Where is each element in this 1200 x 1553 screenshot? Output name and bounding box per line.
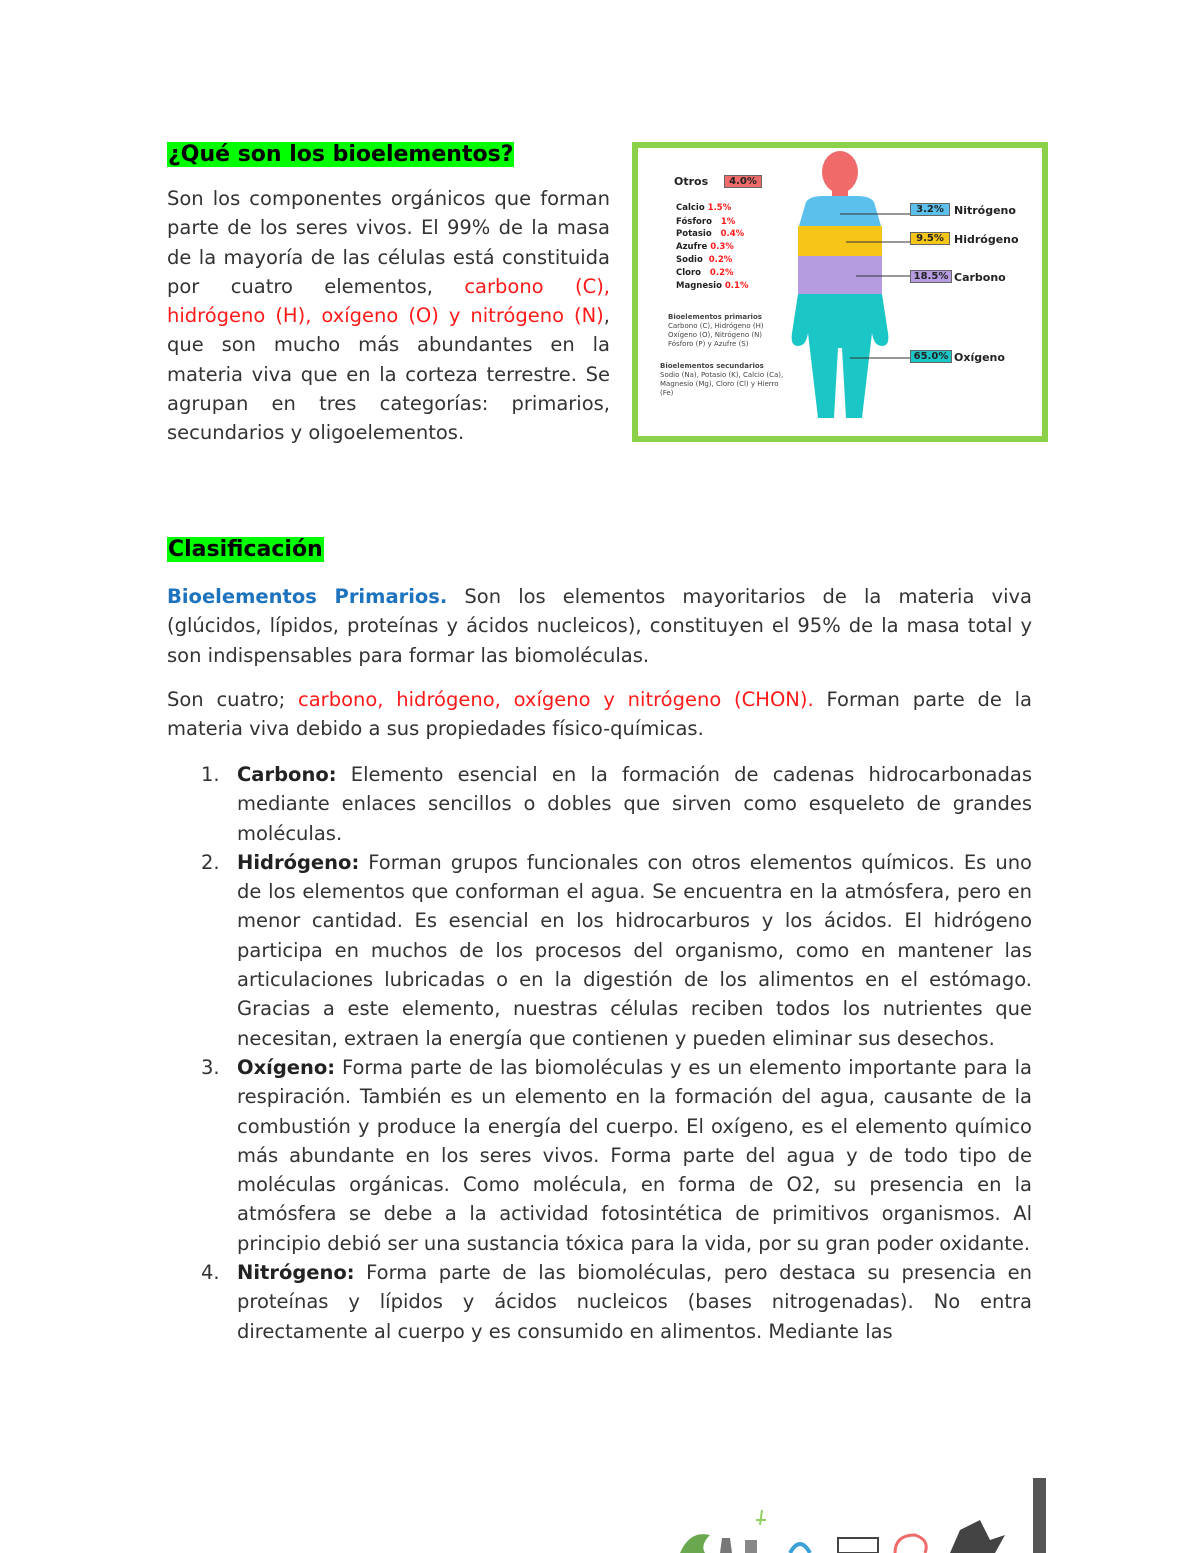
primarios-paragraph: Bioelementos Primarios. Son los elementos mayoritarios de la materia viva (glúcidos, lípidos, proteínas y ácidos nucleicos), constituyen el 95% de la masa total y son indispensables para formar las biomoléculas. — [167, 585, 1032, 667]
secundarios-box: Bioelementos secundarios Sodio (Na), Potasio (K), Calcio (Ca), Magnesio (Mg), Cloro (Cl) y Hierro (Fe) — [660, 362, 784, 397]
carbono-pct: 18.5% — [910, 270, 952, 283]
minor-cloro: Cloro 0.2% — [676, 268, 734, 278]
oxigeno-label: Oxígeno — [954, 351, 1005, 364]
list-item: 1. Carbono: Elemento esencial en la formación de cadenas hidrocarbonadas mediante enlaces sencillos o dobles que sirven como esqueleto de grandes moléculas. — [201, 763, 1032, 845]
section-title-bioelementos: ¿Qué son los bioelementos? — [168, 142, 514, 167]
hidrogeno-pct: 9.5% — [910, 232, 950, 245]
oxigeno-pct: 65.0% — [910, 350, 952, 363]
nitrogeno-pct: 3.2% — [910, 203, 950, 216]
section-title-clasificacion: Clasificación — [168, 537, 323, 562]
bioelements-body-infographic — [632, 142, 1048, 442]
minor-azufre: Azufre 0.3% — [676, 242, 734, 252]
carbono-label: Carbono — [954, 271, 1006, 284]
nitrogeno-label: Nitrógeno — [954, 204, 1016, 217]
elements-list — [167, 760, 1032, 1346]
chon-paragraph: Son cuatro; carbono, hidrógeno, oxígeno y nitrógeno (CHON). Forman parte de la materia viva debido a sus propiedades físico-químicas. — [167, 688, 1033, 741]
page-edge-bar — [1033, 1478, 1046, 1553]
hidrogeno-label: Hidrógeno — [954, 233, 1019, 246]
otros-pct: 4.0% — [724, 175, 762, 188]
minor-sodio: Sodio 0.2% — [676, 255, 733, 265]
footer-decoration-icons — [660, 1480, 1020, 1553]
otros-label: Otros — [674, 175, 709, 188]
minor-fosforo: Fósforo 1% — [676, 217, 736, 227]
list-item: 4. Nitrógeno: Forma parte de las biomoléculas, pero destaca su presencia en proteínas y lípidos y ácidos nucleicos (bases nitrogenadas). No entra directamente al cuerpo y es consumido en alimentos. Mediante las — [201, 1261, 1032, 1343]
intro-paragraph: Son los componentes orgánicos que forman parte de los seres vivos. El 99% de la masa de la mayoría de las células está constituida por cuatro elementos, carbono (C), hidrógeno (H), oxígeno (O) y nitrógeno (N), que son mucho más abundantes en la materia viva que en la corteza terrestre. Se agrupan en tres categorías: primarios, secundarios y oligoelementos. — [167, 187, 611, 445]
primarios-box: Bioelementos primarios Carbono (C), Hidrógeno (H) Oxígeno (O), Nitrógeno (N) Fósforo (P) y Azufre (S) — [668, 313, 764, 348]
minor-magnesio: Magnesio 0.1% — [676, 281, 749, 291]
list-item: 3. Oxígeno: Forma parte de las biomoléculas y es un elemento importante para la respiración. También es un elemento en la formación del agua, causante de la combustión y produce la energía del cuerpo. El oxígeno, es el elemento químico más abundante en los seres vivos. Forma parte del agua y de todo tipo de moléculas orgánicas. Como molécula, en forma de O2, su presencia en la atmósfera se debe a la actividad fotosintética de primitivos organismos. Al principio debió ser una sustancia tóxica para la vida, por su gran poder oxidante. — [201, 1055, 1032, 1255]
minor-calcio: Calcio 1.5% — [676, 203, 732, 213]
list-item: 2. Hidrógeno: Forman grupos funcionales con otros elementos químicos. Es uno de los elementos que conforman el agua. Se encuentra en la atmósfera, pero en menor cantidad. Es esencial en los hidrocarburos y los ácidos. El hidrógeno participa en muchos de los procesos del organismo, como en mantener las articulaciones lubricadas o en la digestión de los alimentos en el estómago. Gracias a este elemento, nuestras células reciben todos los nutrientes que necesitan, extraen la energía que contienen y pueden eliminar sus desechos. — [201, 850, 1032, 1050]
minor-potasio: Potasio 0.4% — [676, 229, 745, 239]
